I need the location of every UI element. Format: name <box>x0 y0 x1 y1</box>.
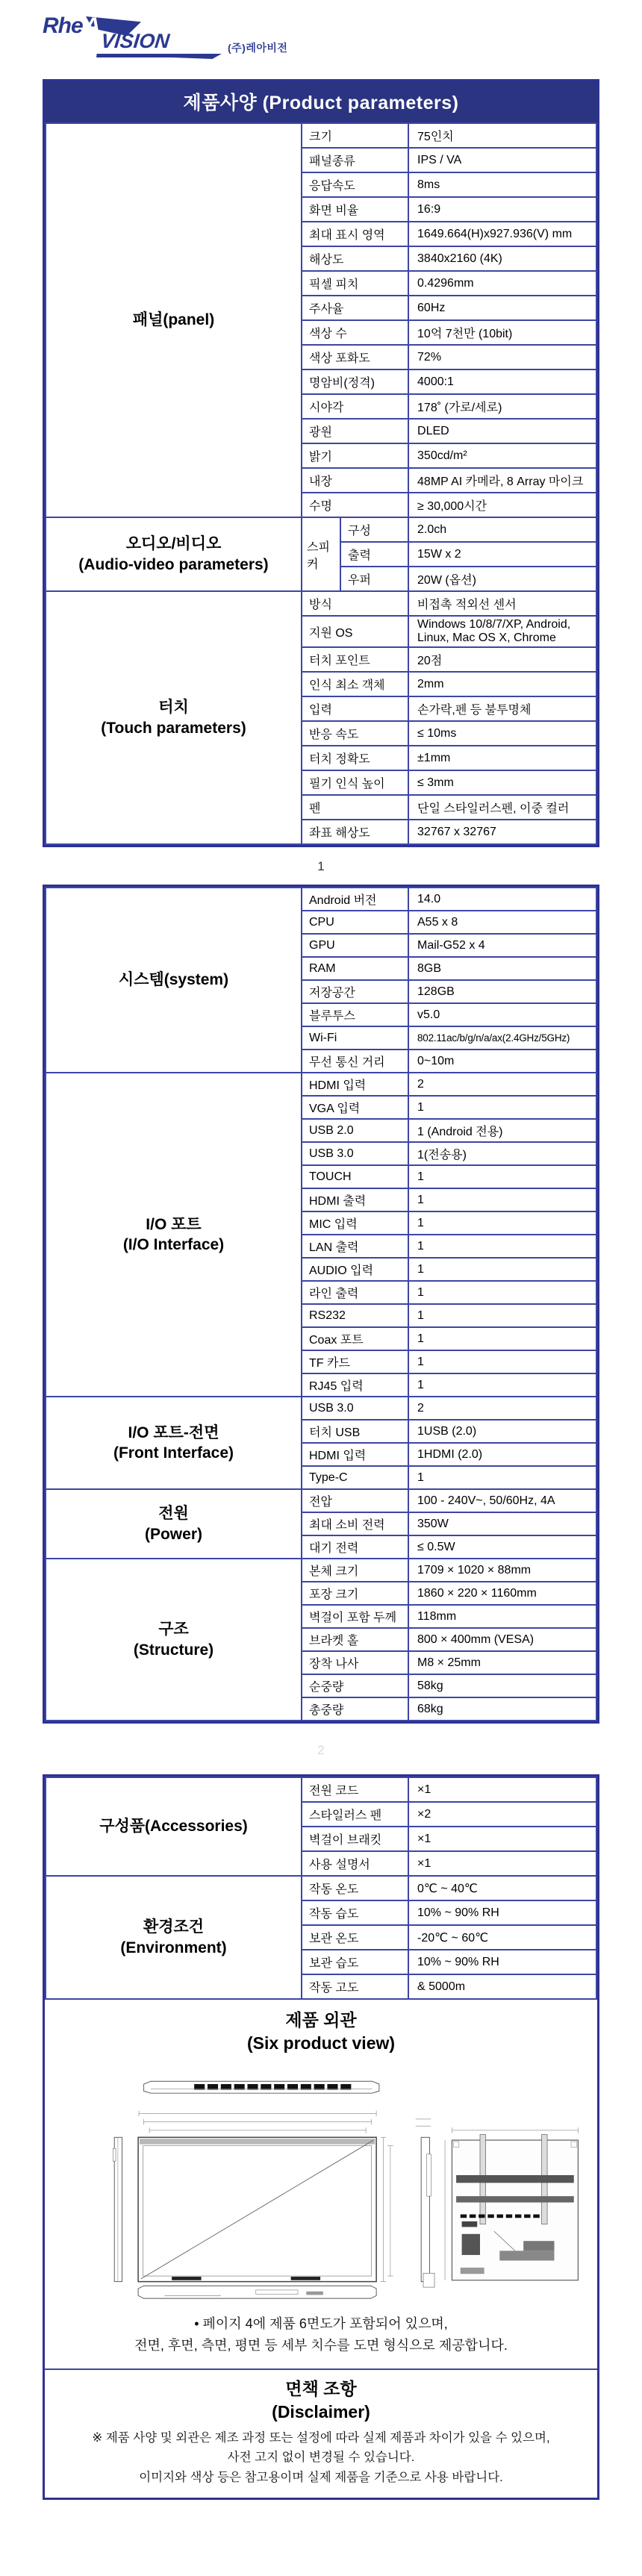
spec-key: 좌표 해상도 <box>302 820 408 844</box>
section-name-line: I/O 포트 <box>146 1215 202 1233</box>
spec-key: 최대 표시 영역 <box>302 222 408 246</box>
spec-key: RJ45 입력 <box>302 1373 408 1397</box>
spec-value: Windows 10/8/7/XP, Android, Linux, Mac OS X, Chrome <box>408 616 596 647</box>
section-name <box>46 1489 302 1559</box>
spec-key: 필기 인식 높이 <box>302 770 408 795</box>
six-view-drawing <box>60 2062 582 2310</box>
spec-value: 1 <box>408 1281 596 1304</box>
spec-key: 밝기 <box>302 443 408 468</box>
section-name <box>46 1876 302 1999</box>
spec-key: 보관 온도 <box>302 1925 408 1950</box>
section-name <box>46 1073 302 1397</box>
spec-value: 1 <box>408 1373 596 1397</box>
spec-value: 1649.664(H)x927.936(V) mm <box>408 222 596 246</box>
spec-value: ±1mm <box>408 746 596 770</box>
section-name-line: 구조 <box>158 1621 189 1638</box>
disclaimer-line-2: 사전 고지 없이 변경될 수 있습니다. <box>227 2451 415 2465</box>
left-side-view-drawing <box>113 2137 122 2281</box>
spec-key: TF 카드 <box>302 1350 408 1373</box>
spec-row <box>46 123 596 148</box>
spec-value: 1 <box>408 1258 596 1281</box>
spec-row <box>46 591 596 616</box>
rear-view-drawing <box>445 2127 578 2280</box>
product-view-title-en: (Six product view) <box>246 2033 396 2053</box>
spec-key: 시야각 <box>302 394 408 419</box>
spec-value: 350W <box>408 1512 596 1535</box>
spec-value: Mail-G52 x 4 <box>408 934 596 957</box>
spec-key: 우퍼 <box>340 567 408 591</box>
section-name-line: 패널(panel) <box>132 311 215 329</box>
logo-brand-top <box>43 13 101 39</box>
spec-key: 터치 정확도 <box>302 746 408 770</box>
section-name-line: (Audio-video parameters) <box>78 555 269 573</box>
section-name-line: (Touch parameters) <box>101 719 246 737</box>
spec-value: 1HDMI (2.0) <box>408 1443 596 1466</box>
spec-value: 72% <box>408 345 596 369</box>
section-name-line: (Power) <box>144 1525 202 1543</box>
spec-value: -20℃ ~ 60℃ <box>408 1925 596 1950</box>
group-label: 스피커 <box>302 517 340 591</box>
spec-key: 색상 포화도 <box>302 345 408 369</box>
section-name-line: (Front Interface) <box>113 1444 234 1462</box>
disclaimer-title-en: (Disclaimer) <box>272 2401 370 2421</box>
spec-value: 1 <box>408 1235 596 1258</box>
spec-key: 무선 통신 거리 <box>302 1050 408 1073</box>
spec-value: 10% ~ 90% RH <box>408 1900 596 1925</box>
spec-key: 패널종류 <box>302 148 408 172</box>
spec-key: CPU <box>302 911 408 934</box>
spec-key: 터치 포인트 <box>302 647 408 672</box>
product-view-title-ko: 제품 외관 <box>285 2010 357 2030</box>
spec-value: 2mm <box>408 672 596 696</box>
spec-value: ≤ 0.5W <box>408 1535 596 1559</box>
spec-value: 3840x2160 (4K) <box>408 246 596 271</box>
spec-value: 14.0 <box>408 888 596 911</box>
spec-key: GPU <box>302 934 408 957</box>
spec-key: HDMI 입력 <box>302 1073 408 1096</box>
section-name-line: 전원 <box>158 1505 189 1523</box>
spec-value: 8GB <box>408 957 596 980</box>
section-name <box>46 517 302 591</box>
spec-key: 총중량 <box>302 1697 408 1721</box>
product-view-note-1: • 페이지 4에 제품 6면도가 포함되어 있으며, <box>194 2316 448 2332</box>
spec-value: ≤ 3mm <box>408 770 596 795</box>
logo-brand-bottom: VISION <box>96 30 176 57</box>
front-view-drawing <box>138 2137 376 2281</box>
spec-value: ×1 <box>408 1851 596 1876</box>
spec-key: 출력 <box>340 542 408 567</box>
section-name-line: (I/O Interface) <box>122 1236 225 1253</box>
spec-key: VGA 입력 <box>302 1096 408 1119</box>
spec-key: 펜 <box>302 795 408 820</box>
spec-value: ×1 <box>408 1777 596 1802</box>
spec-value: ×1 <box>408 1827 596 1851</box>
spec-key: Wi-Fi <box>302 1026 408 1050</box>
spec-value: ≤ 10ms <box>408 721 596 746</box>
spec-value: 802.11ac/b/g/n/a/ax(2.4GHz/5GHz) <box>408 1026 596 1050</box>
spec-value: 1 <box>408 1188 596 1211</box>
spec-value: 손가락,펜 등 불투명체 <box>408 696 596 721</box>
spec-value: 48MP AI 카메라, 8 Array 마이크 <box>408 468 596 493</box>
spec-key: 보관 습도 <box>302 1950 408 1974</box>
spec-key: USB 3.0 <box>302 1397 408 1420</box>
spec-row <box>46 1489 596 1512</box>
spec-key: 순중량 <box>302 1674 408 1697</box>
spec-value: 118mm <box>408 1605 596 1628</box>
spec-key: 전원 코드 <box>302 1777 408 1802</box>
spec-key: 블루투스 <box>302 1003 408 1026</box>
spec-value: 2 <box>408 1397 596 1420</box>
spec-value: 1 <box>408 1211 596 1235</box>
spec-value: 1(전송용) <box>408 1142 596 1165</box>
spec-value: & 5000m <box>408 1974 596 1999</box>
spec-key: RS232 <box>302 1304 408 1327</box>
spec-key: 지원 OS <box>302 616 408 647</box>
spec-key: 대기 전력 <box>302 1535 408 1559</box>
spec-value: 8ms <box>408 172 596 197</box>
spec-key: 벽걸이 브래킷 <box>302 1827 408 1851</box>
spec-key: Type-C <box>302 1466 408 1489</box>
spec-key: 반응 속도 <box>302 721 408 746</box>
spec-value: 1860 × 220 × 1160mm <box>408 1582 596 1605</box>
panel-audio-touch-spec-table <box>45 122 597 845</box>
spec-key: HDMI 출력 <box>302 1188 408 1211</box>
spec-key: 내장 <box>302 468 408 493</box>
spec-key: USB 3.0 <box>302 1142 408 1165</box>
spec-key: 최대 소비 전력 <box>302 1512 408 1535</box>
spec-value: 1 <box>408 1466 596 1489</box>
spec-key: 색상 수 <box>302 320 408 345</box>
spec-key: TOUCH <box>302 1165 408 1188</box>
spec-value: 4000:1 <box>408 369 596 394</box>
section-name <box>46 888 302 1073</box>
product-view-note-2: 전면, 후면, 측면, 평면 등 세부 치수를 도면 형식으로 제공합니다. <box>134 2337 508 2353</box>
section-name-line: 오디오/비디오 <box>125 535 222 553</box>
section-name <box>46 591 302 844</box>
spec-key: MIC 입력 <box>302 1211 408 1235</box>
spec-key: 명암비(정격) <box>302 369 408 394</box>
spec-value: A55 x 8 <box>408 911 596 934</box>
spec-key: LAN 출력 <box>302 1235 408 1258</box>
section-name-line: (Structure) <box>133 1641 214 1659</box>
spec-value: 0℃ ~ 40℃ <box>408 1876 596 1900</box>
spec-value: 15W x 2 <box>408 542 596 567</box>
spec-value: 16:9 <box>408 197 596 222</box>
spec-key: Android 버전 <box>302 888 408 911</box>
rheavision-logo <box>43 10 356 60</box>
spec-value: M8 × 25mm <box>408 1651 596 1674</box>
spec-key: HDMI 입력 <box>302 1443 408 1466</box>
spec-row <box>46 888 596 911</box>
spec-key: 작동 습도 <box>302 1900 408 1925</box>
system-spec-table <box>45 887 597 1721</box>
spec-value: 350cd/m² <box>408 443 596 468</box>
logo-text-a: A <box>84 13 100 38</box>
right-side-view-drawing <box>416 2119 434 2287</box>
logo-company-name: (주)레아비전 <box>228 42 288 54</box>
section-name-line: (Environment) <box>120 1939 227 1956</box>
spec-row <box>46 1397 596 1420</box>
section-name-line: 환경조건 <box>143 1918 205 1936</box>
spec-key: Coax 포트 <box>302 1327 408 1350</box>
section-name-line: 시스템(system) <box>118 971 229 989</box>
spec-key: 작동 온도 <box>302 1876 408 1900</box>
spec-key: 픽셀 피치 <box>302 271 408 296</box>
top-view-drawing <box>144 2081 379 2093</box>
spec-key: 스타일러스 펜 <box>302 1802 408 1827</box>
spec-value: 0~10m <box>408 1050 596 1073</box>
section-name <box>46 1777 302 1876</box>
spec-key: 사용 설명서 <box>302 1851 408 1876</box>
spec-row <box>46 1777 596 1802</box>
spec-key: 인식 최소 객체 <box>302 672 408 696</box>
spec-key: 주사율 <box>302 296 408 320</box>
system-io-power-structure-table <box>43 885 599 1724</box>
section-name-line: 터치 <box>158 699 189 717</box>
spec-key: 작동 고도 <box>302 1974 408 1999</box>
spec-key: 터치 USB <box>302 1420 408 1443</box>
product-view-section <box>45 2000 597 2368</box>
spec-value: 1USB (2.0) <box>408 1420 596 1443</box>
spec-key: 광원 <box>302 419 408 443</box>
spec-key: 크기 <box>302 123 408 148</box>
spec-key: 화면 비율 <box>302 197 408 222</box>
spec-value: 128GB <box>408 980 596 1003</box>
spec-key: 전압 <box>302 1489 408 1512</box>
page-number-1: 1 <box>317 859 325 873</box>
section-name <box>46 1559 302 1721</box>
disclaimer-line-1: ※ 제품 사양 및 외관은 제조 과정 또는 설정에 따라 실제 제품과 차이가 있을 수 있으며, <box>92 2430 550 2445</box>
spec-value: 1 (Android 전용) <box>408 1119 596 1142</box>
spec-value: 1 <box>408 1350 596 1373</box>
spec-key: 해상도 <box>302 246 408 271</box>
front-height-dimension-lines <box>381 2137 393 2281</box>
spec-value: ≥ 30,000시간 <box>408 493 596 517</box>
table-title: 제품사양 (Product parameters) <box>45 81 597 122</box>
spec-value: DLED <box>408 419 596 443</box>
logo-text-rhe: Rhe <box>43 13 83 38</box>
spec-key: 방식 <box>302 591 408 616</box>
spec-key: USB 2.0 <box>302 1119 408 1142</box>
disclaimer-line-3: 이미지와 색상 등은 참고용이며 실제 제품을 기준으로 사용 바랍니다. <box>139 2470 503 2484</box>
product-parameters-table <box>43 79 599 847</box>
spec-row <box>46 517 596 542</box>
section-name <box>46 1397 302 1489</box>
spec-value: 20점 <box>408 647 596 672</box>
spec-key: 라인 출력 <box>302 1281 408 1304</box>
spec-value: 1 <box>408 1304 596 1327</box>
spec-value: 58kg <box>408 1674 596 1697</box>
spec-value: 32767 x 32767 <box>408 820 596 844</box>
spec-value: 1709 × 1020 × 88mm <box>408 1559 596 1582</box>
spec-key: 구성 <box>340 517 408 542</box>
spec-key: 본체 크기 <box>302 1559 408 1582</box>
bottom-view-drawing <box>138 2286 376 2298</box>
spec-key: 응답속도 <box>302 172 408 197</box>
spec-row <box>46 1559 596 1582</box>
section-name-line: 구성품(Accessories) <box>99 1818 248 1836</box>
spec-key: 장착 나사 <box>302 1651 408 1674</box>
page-number-2: 2 <box>317 1743 325 1757</box>
spec-key: AUDIO 입력 <box>302 1258 408 1281</box>
spec-key: 저장공간 <box>302 980 408 1003</box>
spec-value: 2.0ch <box>408 517 596 542</box>
spec-value: 20W (옵션) <box>408 567 596 591</box>
spec-key: 벽걸이 포함 두께 <box>302 1605 408 1628</box>
spec-key: 수명 <box>302 493 408 517</box>
spec-value: IPS / VA <box>408 148 596 172</box>
spec-value: 1 <box>408 1096 596 1119</box>
spec-value: 75인치 <box>408 123 596 148</box>
spec-value: 800 × 400mm (VESA) <box>408 1628 596 1651</box>
spec-value: 68kg <box>408 1697 596 1721</box>
spec-value: 60Hz <box>408 296 596 320</box>
spec-value: 0.4296mm <box>408 271 596 296</box>
disclaimer-title-ko: 면책 조항 <box>285 2378 357 2398</box>
spec-value: v5.0 <box>408 1003 596 1026</box>
spec-key: 포장 크기 <box>302 1582 408 1605</box>
section-name-line: I/O 포트-전면 <box>128 1423 219 1441</box>
spec-value: 1 <box>408 1327 596 1350</box>
spec-value: 100 - 240V~, 50/60Hz, 4A <box>408 1489 596 1512</box>
section-name <box>46 123 302 517</box>
spec-value: 178˚ (가로/세로) <box>408 394 596 419</box>
spec-key: 브라켓 홀 <box>302 1628 408 1651</box>
spec-value: 10% ~ 90% RH <box>408 1950 596 1974</box>
spec-value: 비접촉 적외선 센서 <box>408 591 596 616</box>
front-dimension-lines <box>139 2111 376 2133</box>
spec-value: ×2 <box>408 1802 596 1827</box>
spec-value: 10억 7천만 (10bit) <box>408 320 596 345</box>
disclaimer-section <box>45 2368 597 2498</box>
spec-key: RAM <box>302 957 408 980</box>
spec-value: 2 <box>408 1073 596 1096</box>
spec-key: 입력 <box>302 696 408 721</box>
spec-row <box>46 1073 596 1096</box>
spec-value: 1 <box>408 1165 596 1188</box>
accessories-spec-table <box>45 1777 597 2000</box>
spec-row <box>46 1876 596 1900</box>
accessories-environment-table <box>43 1774 599 2500</box>
spec-value: 단일 스타일러스펜, 이중 컬러 <box>408 795 596 820</box>
